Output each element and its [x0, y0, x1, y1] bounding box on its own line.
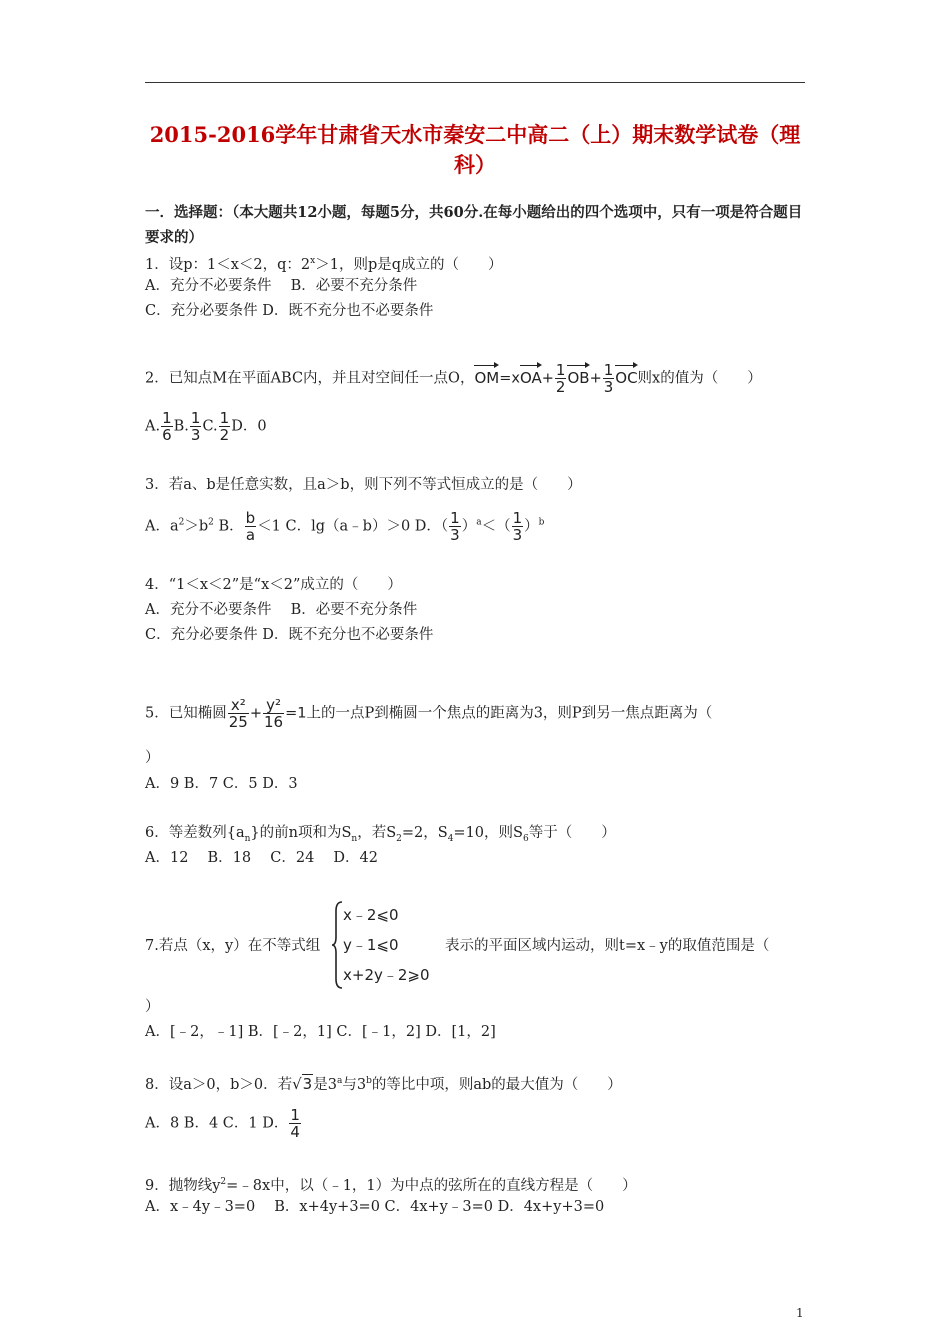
fraction: $\frac{1}{3}$	[603, 361, 614, 396]
sqrt: √3	[292, 1074, 313, 1093]
page-title: 2015-2016学年甘肃省天水市秦安二中高二（上）期末数学试卷（理科）	[149, 122, 801, 177]
question-1-stem: 1．设p：1＜x＜2，q：$2^x>1$，则p是q成立的（ ）	[145, 256, 503, 273]
inequality-system: x﹣2⩽0 y﹣1⩽0 x+2y﹣2⩾0	[343, 906, 430, 984]
question-6-stem: 6．等差数列$\{a_n\}$的前n项和为$S_n$，若$S_2=2$，$S_4=10$，则$S_6$等于（ ）	[145, 825, 616, 844]
question-7-options: A．[﹣2，﹣1] B．[﹣2，1] C．[﹣1，2] D．[1，2]	[145, 1024, 496, 1040]
question-5-stem: 5．已知椭圆 $\frac{\text{x²}}{25}$ + $\frac{\text{y²}}{16}$ =1上的一点P到椭圆一个焦点的距离为3，则P到另一焦点距离为（	[145, 696, 713, 731]
question-4-options-cd: C．充分必要条件 D．既不充分也不必要条件	[145, 627, 434, 643]
page-number: 1	[796, 1306, 804, 1320]
fraction: $\frac{1}{2}$	[555, 361, 566, 396]
question-4-options-ab: A．充分不必要条件 B．必要不充分条件	[145, 602, 418, 618]
top-rule	[145, 82, 805, 83]
question-5-stem-end: ）	[145, 750, 160, 766]
question-3-stem: 3．若a、b是任意实数，且a＞b，则下列不等式恒成立的是（ ）	[145, 477, 582, 493]
question-9-options: A．x﹣4y﹣3=0 B．x+4y+3=0 C．4x+y﹣3=0 D．4x+y+3=0	[145, 1199, 605, 1215]
question-8-options: A．8 B．4 C．1 D． $\frac{1}{4}$	[145, 1106, 300, 1141]
question-7-stem-end: ）	[145, 999, 160, 1015]
question-7-stem-b: 表示的平面区域内运动，则t=x﹣y的取值范围是（	[445, 938, 770, 954]
question-2-stem: 2．已知点M在平面ABC内，并且对空间任一点O，OM=xOA+ $\frac{1}{2}$ OB+ $\frac{1}{3}$ OC则x的值为（ ）	[145, 361, 762, 396]
question-7-stem-a: 7.若点（x，y）在不等式组	[145, 938, 321, 954]
question-5-options: A．9 B．7 C．5 D．3	[145, 776, 298, 792]
question-1-options-cd: C．充分必要条件 D．既不充分也不必要条件	[145, 303, 434, 319]
question-4-stem: 4．“1＜x＜2”是“x＜2”成立的（ ）	[145, 577, 402, 593]
question-1-options-ab: A．充分不必要条件 B．必要不充分条件	[145, 278, 418, 294]
question-2-options: A. $\frac{1}{6}$ B. $\frac{1}{3}$ C. $\frac{1}{2}$ D．0	[145, 409, 267, 444]
section-header: 一．选择题：（本大题共12小题，每题5分，共60分.在每小题给出的四个选项中，只有一项是符合题目要求的）	[145, 204, 803, 246]
question-8-stem: 8．设a＞0，b＞0．若√3是3$^a$与3$^b$的等比中项，则ab的最大值为（ ）	[145, 1074, 622, 1093]
question-6-options: A．12 B．18 C．24 D．42	[145, 850, 378, 866]
question-3-options: A．$a^2>b^2$ B． $\frac{b}{a}$ ＜1 C．lg（a﹣b）＞0 D．（ $\frac{1}{3}$ ）$^a$＜（ $\frac{1}{3}$ ）$^b$	[145, 509, 545, 544]
question-9-stem: 9．抛物线$y^2=﹣8x$中，以（﹣1，1）为中点的弦所在的直线方程是（ ）	[145, 1177, 637, 1194]
